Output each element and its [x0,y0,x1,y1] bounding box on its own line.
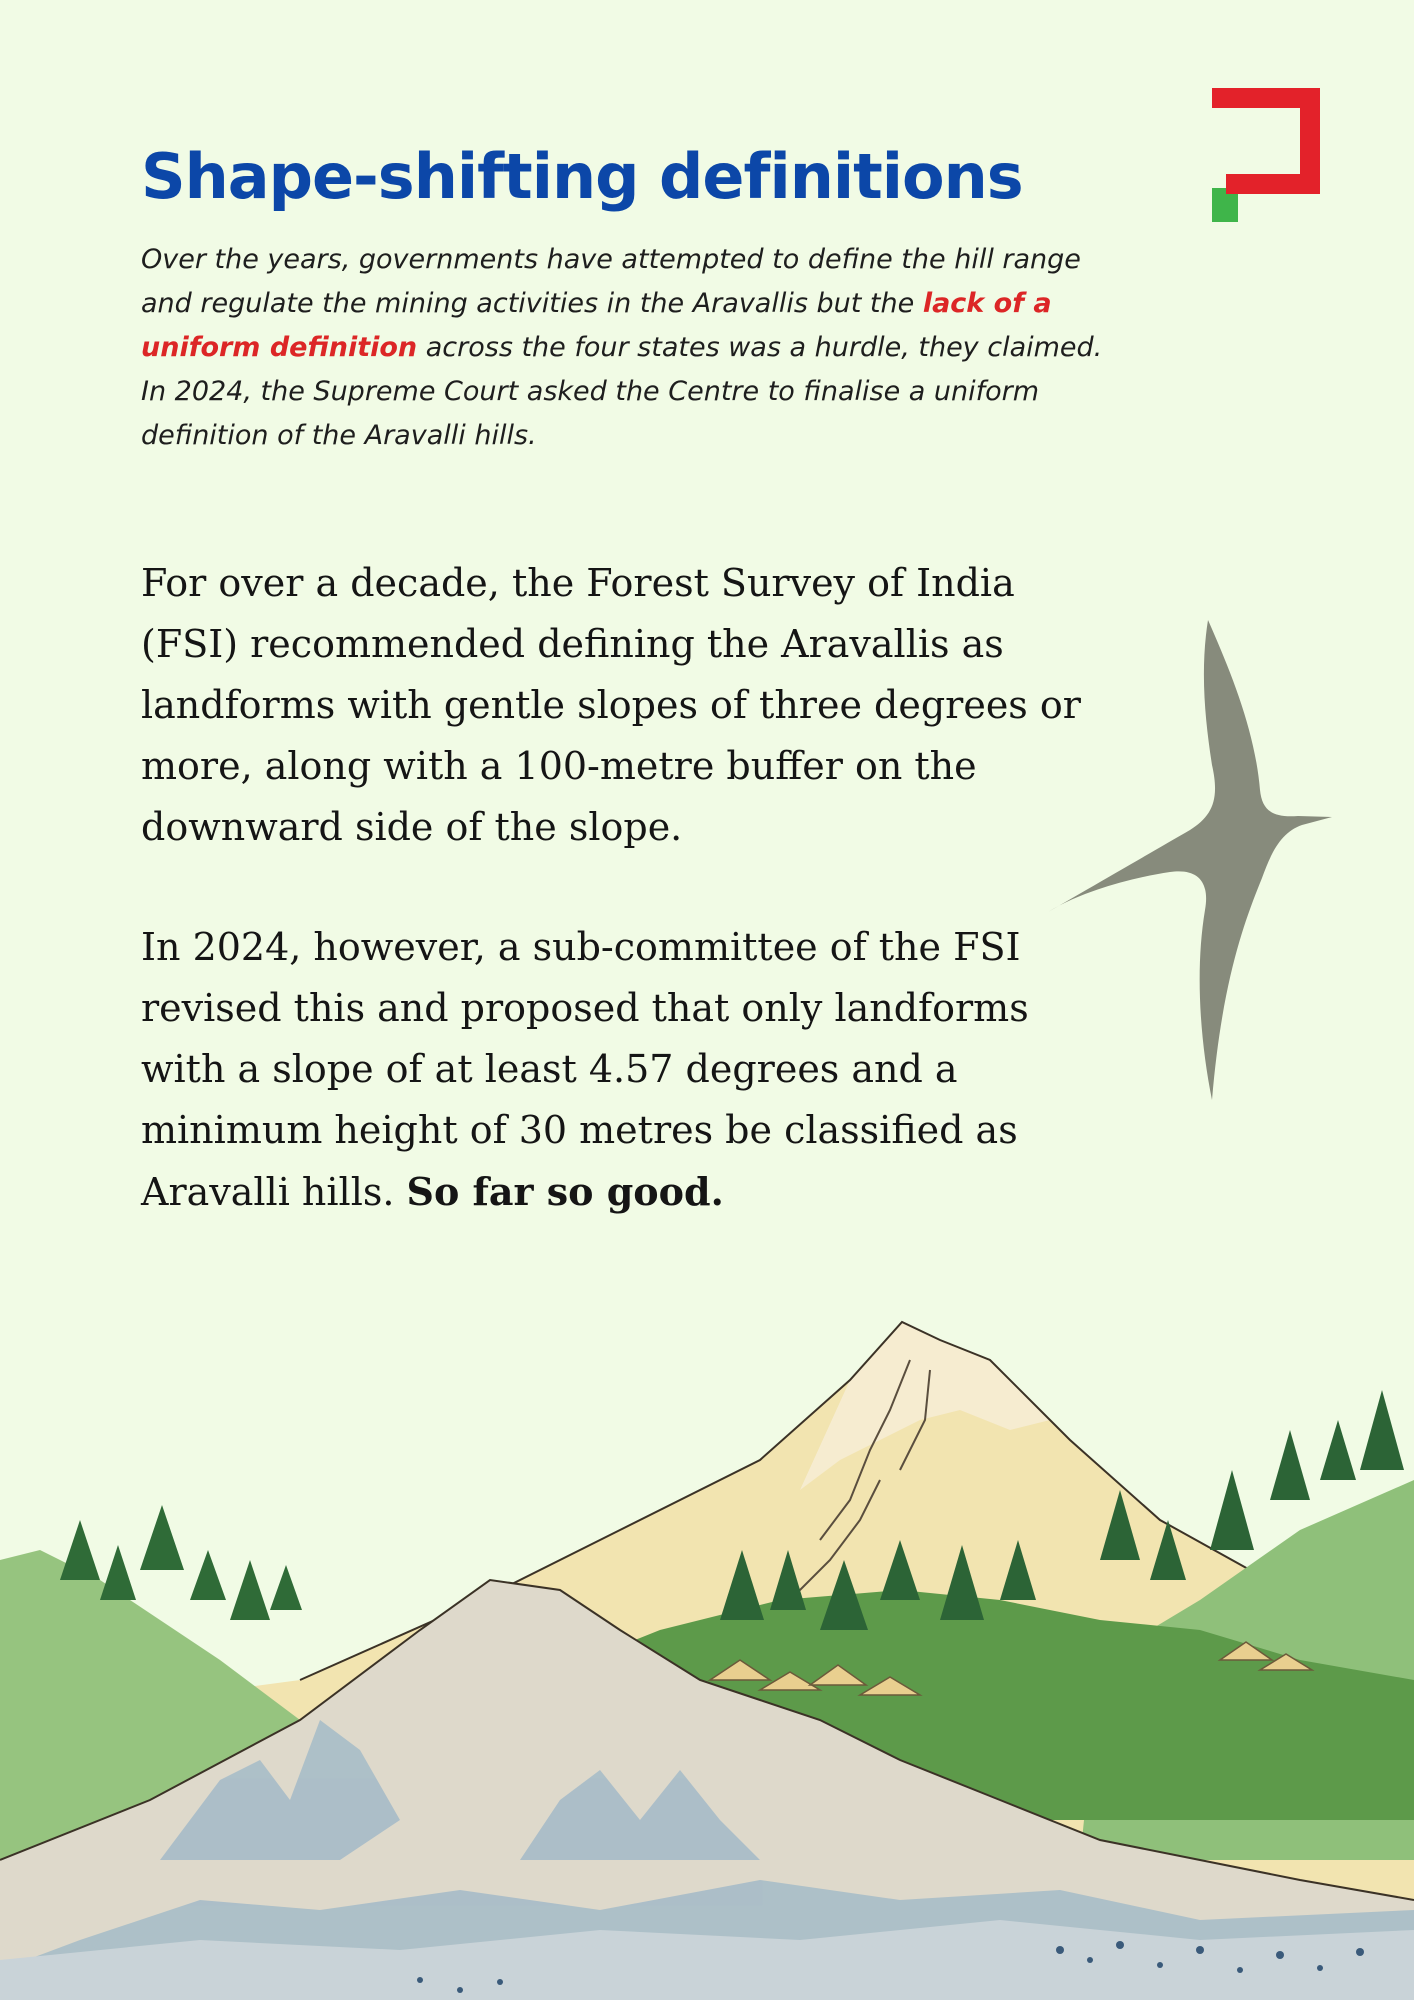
paragraph-2-bold: So far so good. [406,1169,724,1214]
paragraph-2-text: In 2024, however, a sub-committee of the FSI revised this and proposed that only landforms with a slope of at least 4.57 degrees and a minimum height of 30 metres be classified as Aravalli hills. [141,925,1029,1214]
intro-paragraph [141,238,1131,458]
intro-text-start: Over the years, governments have attempted to define the hill range and regulate the mining activities in the Aravallis but the [141,244,1081,319]
mountain-landscape-illustration [0,1300,1414,2000]
intro-highlight: lack of a uniform definition [141,288,1052,363]
publisher-logo-icon [1212,88,1322,222]
bird-silhouette-icon [1040,620,1340,1100]
body-paragraph-1: For over a decade, the Forest Survey of India (FSI) recommended defining the Aravallis as landforms with gentle slopes of three degrees or more, along with a 100-metre buffer on the downward side of the slope. [141,561,1081,849]
page-title: Shape-shifting definitions [141,140,1023,213]
body-paragraph-2 [141,917,1101,1223]
intro-text-end: across the four states was a hurdle, they claimed. In 2024, the Supreme Court asked the Centre to finalise a uniform definition of the Aravalli hills. [141,332,1103,451]
